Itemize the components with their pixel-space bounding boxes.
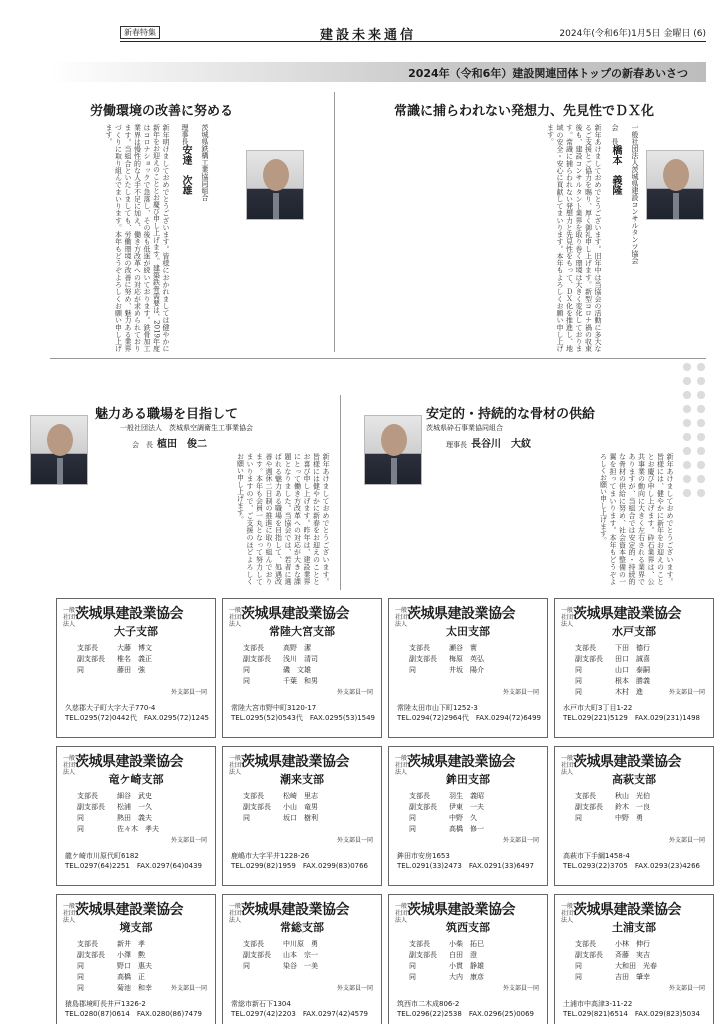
officer-row [77, 939, 207, 950]
officer-role: 同 [575, 973, 582, 981]
officer-name: 羽生 義昭 [449, 792, 484, 800]
officer-row [575, 813, 705, 824]
officer-name: 中川原 勇 [283, 940, 318, 948]
officer-name: 小澤 勲 [117, 951, 145, 959]
article-body: 新年あけましておめでとうございます。皆様には健やかに新春をお迎えのこととお喜び申し上げます。昨年は、建設業界にとって働き方改革への対応が大きな課題となりました。当協会では、若者に選ばれる魅力ある職場を目指して、処遇改善や週休二日制の推進に取り組んでおります。本年も会員一丸となって努力してまいりますので、ご支援のほどよろしくお願い申し上げます。 [236, 453, 330, 585]
officer-name: 下田 德行 [615, 644, 650, 652]
portrait-photo [646, 150, 704, 220]
branch-name: 筑西支部 [446, 921, 490, 934]
officer-row [575, 961, 705, 972]
officer-name: 木村 進 [615, 688, 643, 696]
association-type: 一般社団法人 [63, 755, 76, 776]
person-name: 植田 俊二 [157, 439, 207, 450]
article-headline: 常識に捕らわれない発想力、先見性でＤＸ化 [394, 104, 655, 119]
officer-role: 同 [409, 814, 416, 822]
branch-address: 龍ケ崎市川原代町6182 [65, 852, 139, 860]
officer-name: 高野 潔 [283, 644, 311, 652]
officer-row [243, 676, 373, 687]
officer-name: 根本 勝義 [615, 677, 650, 685]
officer-row [575, 676, 705, 687]
officer-row [243, 950, 373, 961]
article-headline: 労働環境の改善に努める [90, 104, 234, 119]
branch-phone: TEL.0299(82)1959 FAX.0299(83)0766 [231, 862, 369, 870]
officer-row [409, 665, 539, 676]
officer-name: 中野 勇 [615, 814, 643, 822]
branch-name: 常陸大宮支部 [269, 625, 335, 638]
masthead [120, 26, 706, 42]
officer-roster [243, 643, 373, 687]
officer-name: 大藤 博文 [117, 644, 152, 652]
article-person [608, 124, 623, 244]
officer-role: 同 [77, 814, 84, 822]
officer-role: 支部長 [575, 792, 596, 800]
officer-row [77, 961, 207, 972]
officer-name: 高橋 修一 [449, 825, 484, 833]
officer-role: 同 [243, 666, 250, 674]
officer-name: 白田 澄 [449, 951, 477, 959]
officer-name: 小貫 静雄 [449, 962, 484, 970]
portrait-photo [246, 150, 304, 220]
officer-role: 副支部長 [77, 803, 105, 811]
branch-name: 高萩支部 [612, 773, 656, 786]
officer-role: 同 [243, 962, 250, 970]
officer-role: 同 [243, 677, 250, 685]
officer-row [243, 791, 373, 802]
branch-card [56, 746, 216, 886]
officer-name: 斉藤 実吉 [615, 951, 650, 959]
branch-card [56, 598, 216, 738]
branch-card [388, 598, 548, 738]
officer-role: 同 [575, 666, 582, 674]
officer-name: 小山 竜男 [283, 803, 318, 811]
person-name: 橋本 義隆 [610, 145, 621, 195]
branch-phone: TEL.0296(22)2538 FAX.0296(25)0069 [397, 1010, 535, 1018]
officer-role: 支部長 [77, 644, 98, 652]
officer-name: 小柴 拓巳 [449, 940, 484, 948]
article-tekko [50, 90, 328, 355]
officer-role: 同 [77, 825, 84, 833]
issue-date: 2024年(令和6年)1月5日 金曜日 (6) [559, 29, 706, 39]
association-name: 茨城県建設業協会 [75, 754, 183, 770]
association-name: 茨城県建設業協会 [407, 902, 515, 918]
officer-role: 同 [77, 984, 84, 992]
officer-name: 松浦 一久 [117, 803, 152, 811]
officer-roster [243, 939, 373, 972]
officer-row [243, 665, 373, 676]
officer-name: 山本 宗一 [283, 951, 318, 959]
officer-row [77, 824, 207, 835]
person-name: 安達 次雄 [180, 145, 191, 195]
officer-row [409, 791, 539, 802]
association-name: 茨城県建設業協会 [241, 754, 349, 770]
officer-role: 支部長 [409, 940, 430, 948]
officer-name: 細谷 武史 [117, 792, 152, 800]
officer-row [575, 791, 705, 802]
officer-name: 佐々木 孝夫 [117, 825, 159, 833]
officer-role: 副支部長 [243, 803, 271, 811]
branch-address: 水戸市大町3丁目1-22 [563, 704, 633, 712]
branch-card [222, 746, 382, 886]
officer-role: 副支部長 [575, 655, 603, 663]
association-type: 一般社団法人 [229, 755, 242, 776]
officer-role: 同 [409, 973, 416, 981]
article-org: 一般社団法人 茨城県空調衛生工事業協会 [120, 424, 253, 432]
officer-role: 同 [243, 814, 250, 822]
branch-name: 水戸支部 [612, 625, 656, 638]
association-name: 茨城県建設業協会 [573, 606, 681, 622]
officer-role: 副支部長 [409, 803, 437, 811]
officer-name: 井坂 陽介 [449, 666, 484, 674]
officer-name: 藤田 強 [117, 666, 145, 674]
article-org: 茨城県鉄構工業協同組合 [201, 124, 209, 201]
branch-name: 竜ケ崎支部 [108, 773, 164, 786]
officer-role: 副支部長 [409, 951, 437, 959]
branch-phone: TEL.0294(72)2964代 FAX.0294(72)6499 [397, 714, 542, 722]
portrait-photo [364, 415, 422, 485]
officer-row [243, 643, 373, 654]
officer-name: 坂口 樹利 [283, 814, 318, 822]
officer-role: 同 [575, 962, 582, 970]
officer-role: 同 [575, 688, 582, 696]
branch-phone: TEL.0297(42)2203 FAX.0297(42)4579 [231, 1010, 369, 1018]
feature-banner-title: 2024年（令和6年）建設関連団体トップの新春あいさつ [408, 67, 688, 80]
branch-phone: TEL.0297(64)2251 FAX.0297(64)0439 [65, 862, 203, 870]
officer-row [243, 802, 373, 813]
members-note: 外支部員一同 [170, 985, 207, 992]
officer-roster [243, 791, 373, 824]
branch-name: 太田支部 [446, 625, 490, 638]
article-headline: 魅力ある職場を目指して [95, 407, 239, 422]
officer-name: 磯 文雄 [283, 666, 311, 674]
members-note: 外支部員一同 [502, 689, 539, 696]
members-note: 外支部員一同 [668, 689, 705, 696]
branch-card [222, 894, 382, 1024]
branch-phone: TEL.029(221)5129 FAX.029(231)1498 [563, 714, 701, 722]
officer-role: 副支部長 [243, 655, 271, 663]
officer-role: 副支部長 [575, 951, 603, 959]
officer-name: 椎名 義正 [117, 655, 152, 663]
officer-row [409, 802, 539, 813]
officer-row [575, 643, 705, 654]
association-type: 一般社団法人 [229, 903, 242, 924]
officer-row [409, 961, 539, 972]
officer-role: 支部長 [409, 792, 430, 800]
article-org: 一般社団法人茨城県建設コンサルタンツ協会 [631, 124, 639, 264]
officer-role: 副支部長 [243, 951, 271, 959]
article-person [132, 435, 207, 450]
branch-name: 土浦支部 [612, 921, 656, 934]
column-divider [340, 395, 341, 590]
association-type: 一般社団法人 [395, 607, 408, 628]
officer-roster [409, 643, 539, 676]
section-divider [50, 358, 706, 359]
members-note: 外支部員一同 [668, 837, 705, 844]
officer-name: 伊東 一夫 [449, 803, 484, 811]
association-name: 茨城県建設業協会 [241, 902, 349, 918]
article-body: 新年明けましておめでとうございます。皆様におかれましては健やかに新年をお迎えのこととお慶び申し上げます。建築鉄骨需要は、2019年度はコロナショックで急落し、その後も低迷が続いております。鉄骨加工業界は慢性的な人手不足に加え、働き方改革への対応が求められております。当組合といたしましても、労働環境の改善に努め、魅力ある業界づくりに取り組んでまいります。本年もどうぞよろしくお願い申し上げます。 [105, 124, 170, 352]
article-org: 茨城県砕石事業協同組合 [426, 424, 503, 432]
branch-address: 常陸大宮市野中町3120-17 [231, 704, 317, 712]
members-note: 外支部員一同 [336, 689, 373, 696]
officer-row [575, 950, 705, 961]
article-headline: 安定的・持続的な骨材の供給 [426, 407, 596, 422]
officer-name: 田口 誠喜 [615, 655, 650, 663]
officer-name: 大和田 光春 [615, 962, 657, 970]
decorative-pattern [680, 360, 710, 500]
officer-name: 山口 泰嗣 [615, 666, 650, 674]
branch-card [554, 598, 714, 738]
association-name: 茨城県建設業協会 [573, 902, 681, 918]
branch-address: 常総市新石下1304 [231, 1000, 291, 1008]
association-name: 茨城県建設業協会 [407, 754, 515, 770]
officer-row [77, 643, 207, 654]
officer-roster [409, 939, 539, 983]
officer-name: 大内 康彦 [449, 973, 484, 981]
officer-role: 支部長 [77, 792, 98, 800]
association-name: 茨城県建設業協会 [407, 606, 515, 622]
officer-name: 染谷 一美 [283, 962, 318, 970]
officer-row [409, 950, 539, 961]
officer-roster [77, 791, 207, 835]
branch-address: 猿島郡境町長井戸1326-2 [65, 1000, 146, 1008]
officer-roster [575, 791, 705, 824]
officer-row [575, 665, 705, 676]
members-note: 外支部員一同 [336, 837, 373, 844]
officer-name: 浅川 清司 [283, 655, 318, 663]
feature-banner [50, 62, 706, 82]
branch-card [388, 894, 548, 1024]
officer-role: 支部長 [409, 644, 430, 652]
association-type: 一般社団法人 [395, 903, 408, 924]
association-type: 一般社団法人 [395, 755, 408, 776]
officer-role: 支部長 [243, 792, 264, 800]
branch-address: 常陸太田市山下町1252-3 [397, 704, 478, 712]
branch-phone: TEL.0291(33)2473 FAX.0291(33)6497 [397, 862, 535, 870]
officer-role: 支部長 [243, 940, 264, 948]
officer-role: 同 [409, 666, 416, 674]
branch-name: 大子支部 [114, 625, 158, 638]
officer-row [409, 813, 539, 824]
branch-phone: TEL.0295(72)0442代 FAX.0295(72)1245 [65, 714, 210, 722]
officer-row [77, 654, 207, 665]
branch-phone: TEL.0293(22)3705 FAX.0293(23)4266 [563, 862, 701, 870]
officer-name: 瀬谷 實 [449, 644, 477, 652]
association-name: 茨城県建設業協会 [573, 754, 681, 770]
officer-name: 小林 伸行 [615, 940, 650, 948]
officer-role: 同 [77, 666, 84, 674]
officer-role: 同 [575, 814, 582, 822]
person-role: 理事長 [181, 124, 189, 145]
association-type: 一般社団法人 [561, 607, 574, 628]
officer-role: 同 [409, 825, 416, 833]
members-note: 外支部員一同 [668, 985, 705, 992]
members-note: 外支部員一同 [170, 689, 207, 696]
column-divider [334, 92, 335, 352]
article-person [446, 435, 531, 450]
officer-name: 熱田 義夫 [117, 814, 152, 822]
branch-phone: TEL.0280(87)0614 FAX.0280(86)7479 [65, 1010, 203, 1018]
officer-row [77, 972, 207, 983]
officer-row [575, 939, 705, 950]
officer-name: 中野 久 [449, 814, 477, 822]
officer-role: 同 [575, 677, 582, 685]
officer-row [77, 813, 207, 824]
officer-row [409, 939, 539, 950]
article-body: 新年あけましておめでとうございます。旧年中は当協会の活動に多大なるご支援とご協力を賜り、厚く御礼申し上げます。新型コロナ禍の収束後も、建設コンサルタント業界を取り巻く環境は大きく変化しております。常識に捕らわれない発想力と先見性をもって、ＤＸ化を推進し、地域の安全・安心に貢献してまいります。本年もよろしくお願い申し上げます。 [546, 124, 602, 352]
members-note: 外支部員一同 [502, 837, 539, 844]
officer-roster [409, 791, 539, 835]
branch-card [56, 894, 216, 1024]
officer-name: 菊池 和幸 [117, 984, 152, 992]
section-tag: 新春特集 [120, 26, 160, 39]
person-role: 会 長 [132, 441, 153, 449]
officer-row [409, 972, 539, 983]
officer-row [409, 643, 539, 654]
officer-name: 高橋 正 [117, 973, 145, 981]
officer-row [243, 654, 373, 665]
officer-name: 野口 惠夫 [117, 962, 152, 970]
officer-role: 副支部長 [77, 655, 105, 663]
officer-name: 千葉 和男 [283, 677, 318, 685]
officer-role: 支部長 [575, 644, 596, 652]
officer-role: 副支部長 [77, 951, 105, 959]
officer-row [77, 665, 207, 676]
officer-row [243, 813, 373, 824]
branch-card [222, 598, 382, 738]
officer-role: 同 [409, 962, 416, 970]
officer-role: 同 [77, 973, 84, 981]
officer-row [243, 939, 373, 950]
branch-card [554, 894, 714, 1024]
article-consultants [342, 90, 706, 355]
article-body: 新年あけましておめでとうございます。皆様には、健やかに新年をお迎えのこととお慶び申し上げます。砕石業界は、公共事業の動向に大きく左右される業界でありますが、当組合では安定的・持続的な骨材の供給に努め、社会資本整備の一翼を担ってまいります。本年もどうぞよろしくお願い申し上げます。 [599, 453, 674, 585]
officer-role: 支部長 [77, 940, 98, 948]
officer-name: 秋山 光伯 [615, 792, 650, 800]
officer-row [409, 654, 539, 665]
branch-address: 筑西市二木成806-2 [397, 1000, 460, 1008]
officer-row [575, 654, 705, 665]
association-type: 一般社団法人 [63, 903, 76, 924]
association-type: 一般社団法人 [229, 607, 242, 628]
branch-name: 潮来支部 [280, 773, 324, 786]
branch-phone: TEL.0295(52)0543代 FAX.0295(53)1549 [231, 714, 376, 722]
branch-phone: TEL.029(821)6514 FAX.029(823)5034 [563, 1010, 701, 1018]
branch-address: 鹿嶋市大字平井1228-26 [231, 852, 310, 860]
branch-name: 鉾田支部 [446, 773, 490, 786]
branch-card [388, 746, 548, 886]
officer-role: 支部長 [575, 940, 596, 948]
person-role: 会 長 [611, 124, 619, 145]
branch-address: 土浦市中高津3-11-22 [563, 1000, 633, 1008]
article-person [178, 124, 193, 244]
association-name: 茨城県建設業協会 [241, 606, 349, 622]
officer-row [575, 972, 705, 983]
person-name: 長谷川 大紋 [471, 439, 531, 450]
members-note: 外支部員一同 [336, 985, 373, 992]
association-name: 茨城県建設業協会 [75, 606, 183, 622]
association-type: 一般社団法人 [561, 755, 574, 776]
person-role: 理事長 [446, 441, 467, 449]
association-name: 茨城県建設業協会 [75, 902, 183, 918]
officer-name: 松崎 里志 [283, 792, 318, 800]
officer-name: 吉田 肇幸 [615, 973, 650, 981]
officer-roster [575, 939, 705, 983]
branch-card [554, 746, 714, 886]
branch-address: 久慈郡大子町大字大子770-4 [65, 704, 156, 712]
article-saiseki [346, 395, 676, 590]
officer-row [77, 791, 207, 802]
officer-name: 梅原 英弘 [449, 655, 484, 663]
officer-role: 支部長 [243, 644, 264, 652]
officer-role: 副支部長 [575, 803, 603, 811]
officer-name: 鈴木 一良 [615, 803, 650, 811]
officer-name: 新井 孝 [117, 940, 145, 948]
association-type: 一般社団法人 [63, 607, 76, 628]
officer-row [77, 802, 207, 813]
officer-role: 同 [77, 962, 84, 970]
branch-address: 高萩市下手綱1458-4 [563, 852, 630, 860]
officer-row [243, 961, 373, 972]
members-note: 外支部員一同 [502, 985, 539, 992]
association-type: 一般社団法人 [561, 903, 574, 924]
officer-roster [77, 643, 207, 676]
officer-row [77, 950, 207, 961]
officer-row [575, 802, 705, 813]
officer-role: 副支部長 [409, 655, 437, 663]
article-kucho [20, 395, 336, 590]
branch-name: 境支部 [119, 921, 153, 934]
members-note: 外支部員一同 [170, 837, 207, 844]
branch-address: 鉾田市安房1653 [397, 852, 450, 860]
branch-name: 常総支部 [280, 921, 324, 934]
officer-row [409, 824, 539, 835]
paper-name: 建設未来通信 [320, 28, 417, 43]
